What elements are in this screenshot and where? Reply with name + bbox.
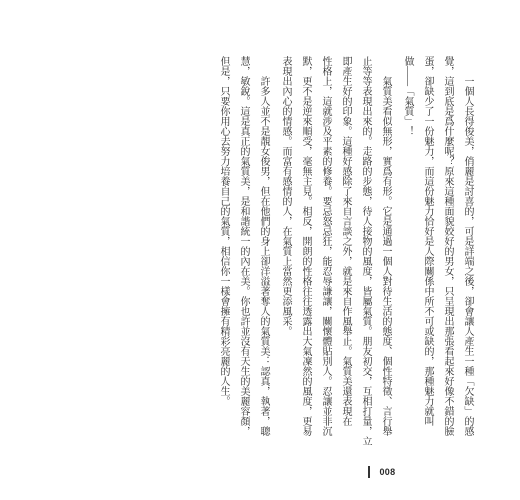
text-column: 默，更不是逆來順受，毫無主見。相反，開朗的性格往往透露出大氣凜然的風度，更易: [300, 56, 311, 436]
text-column: 止等等表現出來的。走路的步態，待人接物的風度，皆屬氣質。朋友初交，互相打量，立: [360, 56, 371, 446]
text-column: 性格上，這就涉及平素的修養。要忌怒忌狂，能忍辱謙讓，關懷體貼別人。忍讓並非沉: [320, 56, 331, 436]
page-footer: [368, 465, 395, 478]
paragraph-1: [397, 56, 477, 442]
page-number: 008: [379, 466, 396, 477]
text-column: 即產生好的印象。這種好感除了來自言談之外，就是來自作風舉止。氣質美還表現在: [340, 56, 351, 426]
text-column: 氣質美看似無形，實爲有形。它是通過一個人對待生活的態度、個性特徵、言行舉: [380, 76, 391, 436]
page-number-divider: [368, 466, 370, 478]
text-column: 表現出內心的情感。而富有感情的人，在氣質上當然更添風采。: [280, 56, 291, 336]
paragraph-2: [275, 56, 395, 446]
text-column: 做——「氣質」！: [402, 56, 413, 136]
text-column: 蛋，卻缺少了一份魅力，而這份魅力恰好是人際關係中所不可或缺的，那種魅力就叫: [422, 56, 433, 426]
paragraph-3: [213, 56, 273, 442]
text-column: 一個人長得俊美，俏麗是討喜的，可是詳端之後，卻會讓人產生一種「欠缺」的感: [462, 76, 473, 436]
body-text: [213, 56, 477, 446]
text-column: 覺，這到底是爲什麼呢？原來這種面貌姣好的男女，只呈現出那張看起來好像不錯的臉: [442, 56, 453, 436]
text-column: 慧，敏銳。這是真正的氣質美，是和諧統一的內在美。你也許並沒有天生的美麗容顏，: [238, 56, 249, 436]
text-column: 許多人並不是靚女俊男，但在他們的身上卻洋溢著奪人的氣質美：認真，執著，聰: [258, 76, 269, 436]
text-column: 但是，只要你用心去努力培養自己的氣質，相信你一樣會擁有精彩亮麗的人生。: [218, 56, 229, 406]
